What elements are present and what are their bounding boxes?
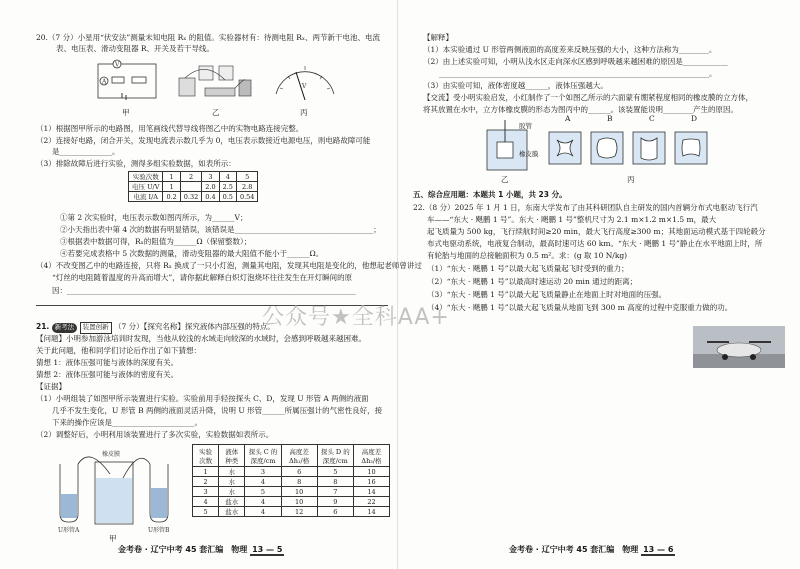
- q21-e2: （2）调整好后，小明利用该装置进行了多次实验，实验数据如表所示。: [36, 430, 274, 439]
- footer-title: 金考卷 · 辽宁中考 45 套汇编 物理: [118, 545, 248, 554]
- explain-1: （1）本实验通过 U 形管两侧液面的高度差来反映压强的大小，这种方法称为________。: [423, 45, 717, 54]
- apparatus-yi: [175, 58, 255, 106]
- table-cell: 5: [236, 172, 257, 182]
- svg-text:U形管B: U形管B: [148, 527, 170, 534]
- q22-line1: 22.（8 分）2025 年 1 月 1 日，东南大学发布了由其科研团队自主研发的国内首辆分布式电驱动飞行汽: [413, 203, 758, 212]
- q20-r3: ③根据表中数据可得，Rₓ的阻值为______Ω（保留整数）；: [60, 237, 252, 246]
- q21-guess2: 猜想 2：液体压强可能与液体的密度有关。: [36, 370, 179, 379]
- table-cell: 0.4: [202, 192, 219, 202]
- table-cell: 8: [281, 477, 317, 487]
- table-cell: 14: [353, 507, 389, 517]
- table-row: [193, 445, 390, 467]
- table-cell: 电压 U/V: [129, 182, 163, 192]
- watermark: 公众号★全科AA+: [262, 305, 450, 330]
- q21-e1b: 几乎不发生变化，U 形管 B 两侧的液面灵活升降，说明 U 形管______所属压强计的气密性良好，接: [52, 406, 383, 415]
- q20-r2: ②小天指出表中第 4 次的数据有明显错误，该错误是_____________________________________；: [60, 225, 381, 234]
- table-row: [193, 497, 390, 507]
- table-cell: 0.2: [163, 192, 180, 202]
- fig-label-jia: 甲: [122, 108, 130, 117]
- svg-text:V: V: [115, 61, 120, 69]
- table-cell: 1: [163, 182, 180, 192]
- footer-left: [118, 544, 284, 556]
- explain-heading: 【解释】: [423, 33, 453, 42]
- table-row: [193, 507, 390, 517]
- table-cell: 12: [281, 507, 317, 517]
- table-cell: 水: [219, 467, 245, 477]
- table-cell: 4: [219, 172, 236, 182]
- q22-line4: 布式电驱动系统，电液复合制动，最高时速可达 60 km。“东大 · 飓鹏 1 号”静止在水平地面上时，所: [427, 239, 763, 248]
- circuit-diagram-jia: [92, 58, 162, 106]
- q22-line2: 车——“东大 · 飓鹏 1 号”。东大 · 飓鹏 1 号”整机尺寸为 2.1 m×1.2 m×1.5 m，最大: [427, 215, 717, 224]
- explain-2b: ________________________________________________________________________。: [439, 69, 717, 78]
- table-cell: 8: [317, 477, 353, 487]
- q22-part3: （3）“东大 · 飓鹏 1 号”以最大起飞质量静止在地面上时对地面的压强。: [427, 290, 667, 299]
- svg-text:橡皮膜: 橡皮膜: [102, 451, 121, 458]
- q22-line5: 有轮胎与地面的总接触面积为 0.5 m²。求：(g 取 10 N/kg): [427, 251, 628, 260]
- cube-label-a: A: [565, 114, 571, 123]
- q21-header: [36, 322, 275, 334]
- table-cell: 2.8: [236, 182, 257, 192]
- table-row: [193, 477, 390, 487]
- table-cell: 0.54: [236, 192, 257, 202]
- table-cell: 14: [353, 487, 389, 497]
- table-cell: 6: [281, 467, 317, 477]
- table-header-cell: 高度差 Δh₂/格: [353, 445, 389, 467]
- table-cell: 4: [193, 497, 219, 507]
- table-cell: 2.0: [202, 182, 219, 192]
- q21-e1: （1）小明组装了如图甲所示装置进行实验。实验前用手轻按探头 C、D，发现 U 形管 A 两侧的液面: [36, 394, 369, 403]
- table-row: [193, 467, 390, 477]
- table-cell: 4: [245, 507, 281, 517]
- fig-label-yi-right: 乙: [501, 175, 509, 184]
- comm-2: 将其放置在水中，立方体橡皮膜的形态为图丙中的______。该装置能说明________产生的原因。: [423, 105, 738, 114]
- label-membrane: 橡皮膜: [519, 150, 539, 158]
- table-cell: 4: [245, 477, 281, 487]
- right-page: [405, 0, 795, 569]
- q20-s4b: “灯丝的电阻随着温度的升高而增大”，请你据此解释白炽灯泡烧坏往往发生在开灯瞬间的原: [52, 273, 353, 282]
- footer-title: 金考卷 · 辽宁中考 45 套汇编 物理: [509, 545, 639, 554]
- table-cell: 3: [202, 172, 219, 182]
- page-fold: [397, 0, 398, 569]
- q20-s4c: 因：_____________________________________________________________________________: [52, 286, 356, 295]
- table-cell: [180, 182, 201, 192]
- table-cell: 实验次数: [129, 172, 163, 182]
- table-row: [129, 182, 258, 192]
- page-number: 13 — 6: [643, 545, 674, 554]
- q20-s4: （4）不改变图乙中的电路连接，只将 Rₓ 换成了一只小灯泡，测量其电阻，发现其电阻是变化的，他想起老师曾讲过: [36, 261, 422, 270]
- q20-stem2: 表、电压表、滑动变阻器 R、开关及若干导线。: [56, 44, 215, 53]
- table-header-cell: 探头 C 的深度/cm: [245, 445, 281, 467]
- label-hose: 胶管: [519, 122, 532, 130]
- q21-e1c: 下来的操作应该是______________________。: [52, 418, 202, 427]
- q21-fig-label-jia: 甲: [109, 534, 117, 543]
- table-cell: 2.5: [219, 182, 236, 192]
- table-cell: 10: [353, 467, 389, 477]
- svg-text:A: A: [102, 78, 107, 86]
- device-innovation-tag: 装置创新: [80, 322, 112, 334]
- table-cell: 盐水: [219, 497, 245, 507]
- q22-part1: （1）“东大 · 飓鹏 1 号”以最大起飞质量起飞时受到的重力；: [427, 264, 629, 273]
- q21-guess1: 猜想 1：液体压强可能与液体的深度有关。: [36, 358, 179, 367]
- voltmeter-dial-bing: [270, 58, 340, 106]
- explain-2: （2）由上述实验可知，小明从浅水区走向深水区感到呼吸越来越困难的原因是____________: [423, 57, 728, 66]
- table-cell: 3: [193, 487, 219, 497]
- table-cell: 6: [317, 507, 353, 517]
- q21-data-table: [192, 444, 390, 517]
- explain-3: （3）由实验可知，液体密度越______，液体压强越大。: [423, 81, 608, 90]
- table-cell: 1: [193, 467, 219, 477]
- page-number: 13 — 5: [252, 545, 283, 554]
- table-header-cell: 探头 D 的深度/cm: [317, 445, 353, 467]
- table-cell: 5: [245, 487, 281, 497]
- table-header-cell: 实验次数: [193, 445, 219, 467]
- q20-data-table: [128, 171, 258, 202]
- q21-number: 21.: [36, 322, 50, 331]
- table-cell: 7: [317, 487, 353, 497]
- table-cell: 16: [353, 477, 389, 487]
- table-cell: 4: [245, 497, 281, 507]
- q21-question2: 关于此问题，他和同学们讨论后作出了如下猜想：: [36, 346, 201, 355]
- q21-stem: （7 分）【探究名称】探究液体内部压强的特点。: [113, 322, 275, 331]
- fig-label-yi: 乙: [212, 108, 220, 117]
- table-cell: 2: [193, 477, 219, 487]
- cube-shapes-bing: [545, 128, 715, 168]
- svg-text:U形管A: U形管A: [58, 527, 80, 534]
- table-cell: 3: [245, 467, 281, 477]
- q20-s1: （1）根据图甲所示的电路图，用笔画线代替导线将图乙中的实物电路连接完整。: [36, 124, 304, 133]
- u-tube-apparatus: [40, 444, 185, 534]
- table-cell: 0.32: [180, 192, 201, 202]
- q22-part2: （2）“东大 · 飓鹏 1 号”以最高时速运动 20 min 通过的距离；: [427, 277, 638, 286]
- table-cell: 1: [163, 172, 180, 182]
- footer-right: [509, 544, 675, 556]
- cube-label-d: D: [691, 114, 698, 123]
- q21-evidence: 【证据】: [36, 382, 66, 391]
- cube-label-c: C: [649, 114, 655, 123]
- flying-car-photo: [693, 326, 785, 368]
- table-cell: 10: [281, 487, 317, 497]
- fig-label-bing: 丙: [300, 108, 308, 117]
- q20-s2: （2）连接好电路，闭合开关，发现电流表示数几乎为 0，电压表示数接近电源电压，则电路故障可能: [36, 136, 371, 145]
- table-row: [193, 487, 390, 497]
- table-cell: 0.5: [219, 192, 236, 202]
- table-cell: 水: [219, 487, 245, 497]
- table-cell: 盐水: [219, 507, 245, 517]
- q20-r4: ④若要完成表格中 5 次数据的测量，滑动变阻器的最大阻值不能小于______Ω。: [60, 249, 324, 258]
- new-method-tag: 新考法: [52, 323, 78, 333]
- svg-text:V: V: [302, 83, 307, 90]
- table-cell: 电流 I/A: [129, 192, 163, 202]
- q22-part4: （4）“东大 · 飓鹏 1 号”以最大起飞质量从地面飞到 300 m 高度的过程中克服重力做的功。: [427, 303, 733, 312]
- table-cell: 5: [193, 507, 219, 517]
- table-row: [129, 172, 258, 182]
- q20-s2b: 是______________。: [52, 147, 120, 156]
- table-header-cell: 高度差 Δh₁/格: [281, 445, 317, 467]
- q22-line3: 起飞质量为 500 kg，飞行续航时间≥20 min，最大飞行高度≥300 m；其地面运动模式基于四轮毂分: [427, 227, 766, 236]
- table-cell: 10: [281, 497, 317, 507]
- table-row: [129, 192, 258, 202]
- table-cell: 2: [180, 172, 201, 182]
- table-cell: 22: [353, 497, 389, 507]
- cube-label-b: B: [607, 114, 613, 123]
- q20-r1: ①第 2 次实验时，电压表示数如图丙所示，为______V；: [60, 213, 248, 222]
- table-header-cell: 液体种类: [219, 445, 245, 467]
- section-heading: 五、综合应用题：本题共 1 小题，共 23 分。: [413, 190, 567, 199]
- q20-stem: 20.（7 分）小星用“伏安法”测量未知电阻 Rₓ 的阻值。实验器材有：待测电阻 Rₓ、两节新干电池、电流: [36, 33, 381, 42]
- comm-1: 【交流】受小明实验启发，小红制作了一个如图乙所示的六面蒙有绷紧程度相同的橡皮膜的立方体，: [423, 93, 753, 102]
- table-cell: 水: [219, 477, 245, 487]
- q20-s3: （3）排除故障后进行实验，测得多组实验数据，如表所示：: [36, 159, 236, 168]
- table-cell: 9: [317, 497, 353, 507]
- fig-label-bing-right: 丙: [627, 175, 635, 184]
- table-cell: 5: [317, 467, 353, 477]
- q21-question: 【问题】小明参加游泳培训时发现，当他从较浅的水域走向较深的水域时，会感到呼吸越来越困难。: [36, 334, 366, 343]
